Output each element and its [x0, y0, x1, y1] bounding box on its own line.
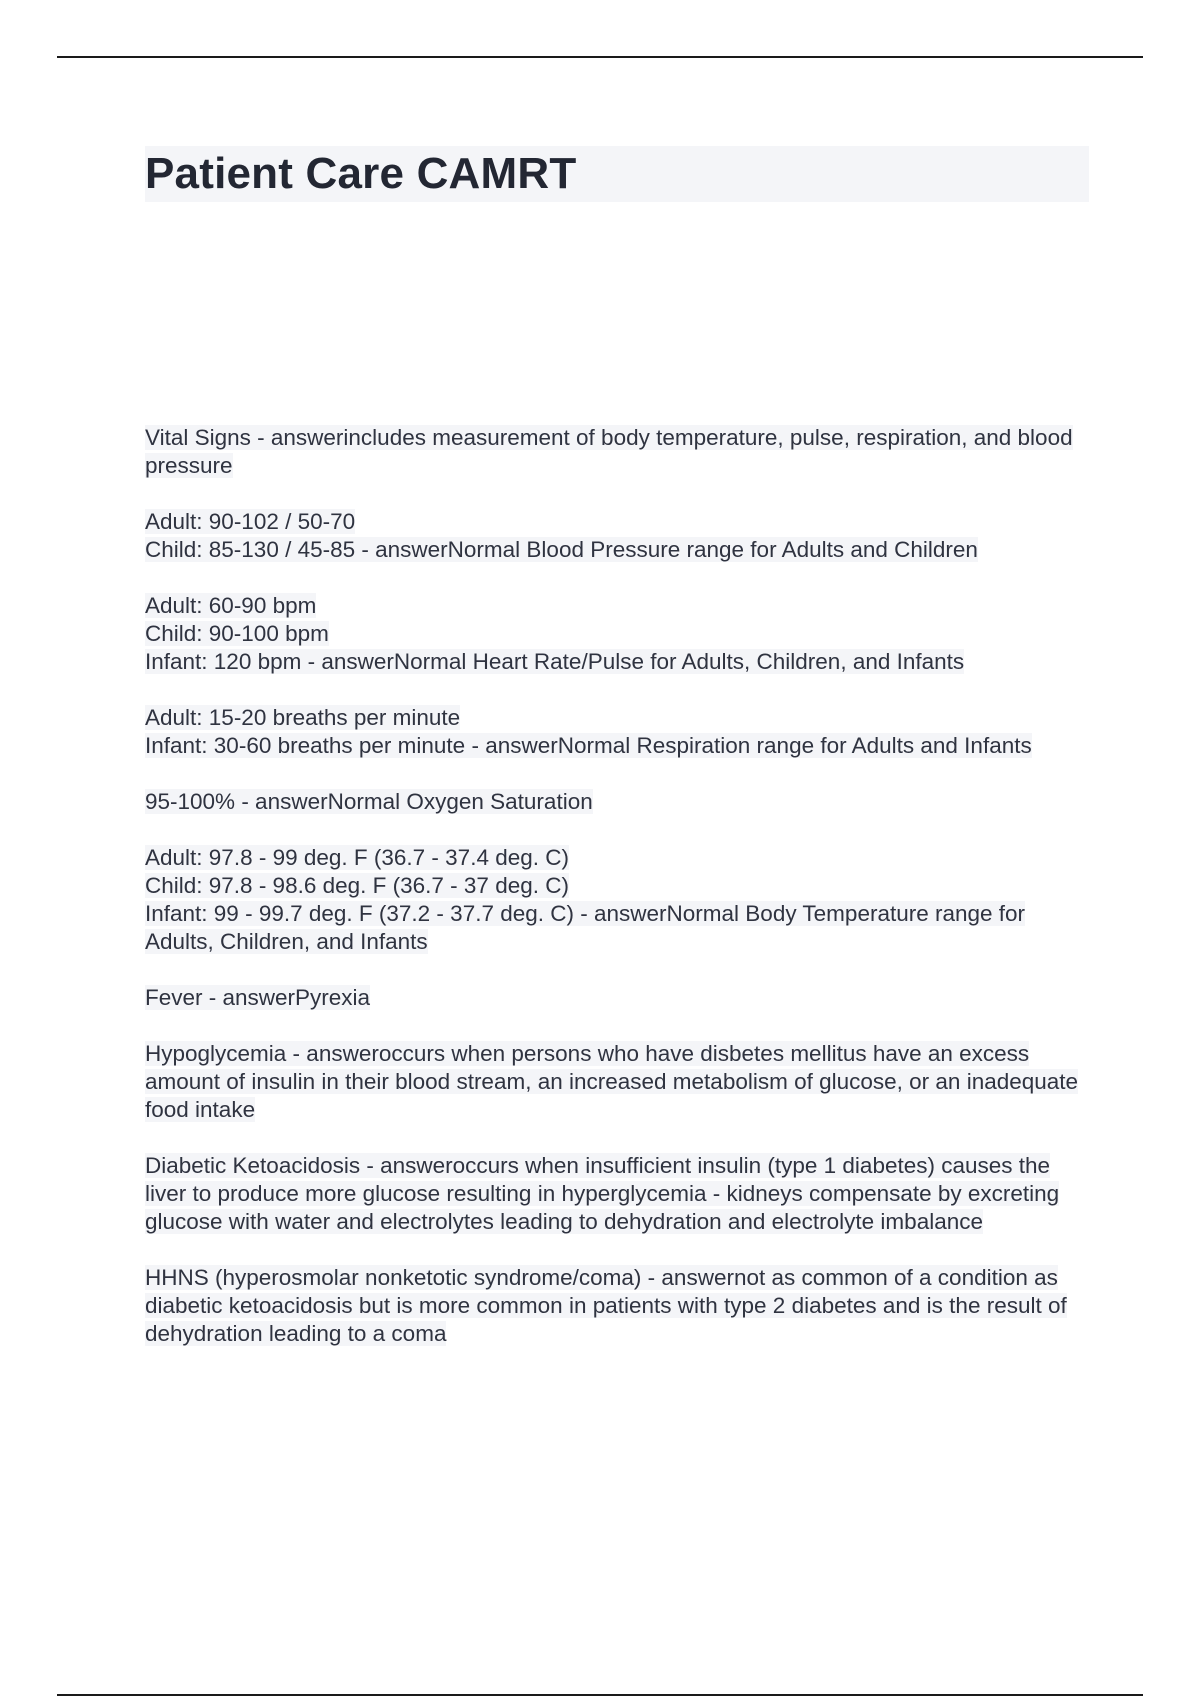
flashcard-entry [145, 844, 1090, 956]
flashcard-entry [145, 1152, 1090, 1236]
entry-text: Vital Signs - answerincludes measurement of body temperature, pulse, respiration, and blood pressure [145, 425, 1073, 478]
flashcard-entry [145, 788, 1090, 816]
flashcard-entry [145, 1040, 1090, 1124]
flashcard-entry [145, 424, 1090, 480]
entry-text: Adult: 90-102 / 50-70 Child: 85-130 / 45-85 - answerNormal Blood Pressure range for Adults and Children [145, 509, 978, 562]
flashcard-entry [145, 1264, 1090, 1348]
flashcard-entry [145, 984, 1090, 1012]
flashcard-entry [145, 704, 1090, 760]
page-title: Patient Care CAMRT [145, 149, 577, 198]
flashcard-entry [145, 592, 1090, 676]
flashcard-list [145, 424, 1090, 1376]
page-top-rule [57, 56, 1143, 58]
entry-text: Hypoglycemia - answeroccurs when persons who have disbetes mellitus have an excess amount of insulin in their blood stream, an increased metabolism of glucose, or an inadequate food intake [145, 1041, 1079, 1122]
entry-text: Fever - answerPyrexia [145, 985, 371, 1010]
flashcard-entry [145, 508, 1090, 564]
entry-text: 95-100% - answerNormal Oxygen Saturation [145, 789, 593, 814]
entry-text: HHNS (hyperosmolar nonketotic syndrome/coma) - answernot as common of a condition as diabetic ketoacidosis but is more common in patients with type 2 diabetes and is the result of dehydration leading to a coma [145, 1265, 1067, 1346]
title-highlight [145, 146, 1089, 202]
entry-text: Adult: 60-90 bpm Child: 90-100 bpm Infant: 120 bpm - answerNormal Heart Rate/Pulse for Adults, Children, and Infants [145, 593, 965, 674]
page-bottom-rule [57, 1694, 1143, 1696]
entry-text: Diabetic Ketoacidosis - answeroccurs when insufficient insulin (type 1 diabetes) causes the liver to produce more glucose resulting in hyperglycemia - kidneys compensate by excreting glucose with water and electrolytes leading to dehydration and electrolyte imbalance [145, 1153, 1060, 1234]
entry-text: Adult: 15-20 breaths per minute Infant: 30-60 breaths per minute - answerNormal Respiration range for Adults and Infants [145, 705, 1032, 758]
entry-text: Adult: 97.8 - 99 deg. F (36.7 - 37.4 deg. C) Child: 97.8 - 98.6 deg. F (36.7 - 37 deg. C) Infant: 99 - 99.7 deg. F (37.2 - 37.7 deg. C) - answerNormal Body Temperature range for Adults, Children, and Infants [145, 845, 1026, 954]
